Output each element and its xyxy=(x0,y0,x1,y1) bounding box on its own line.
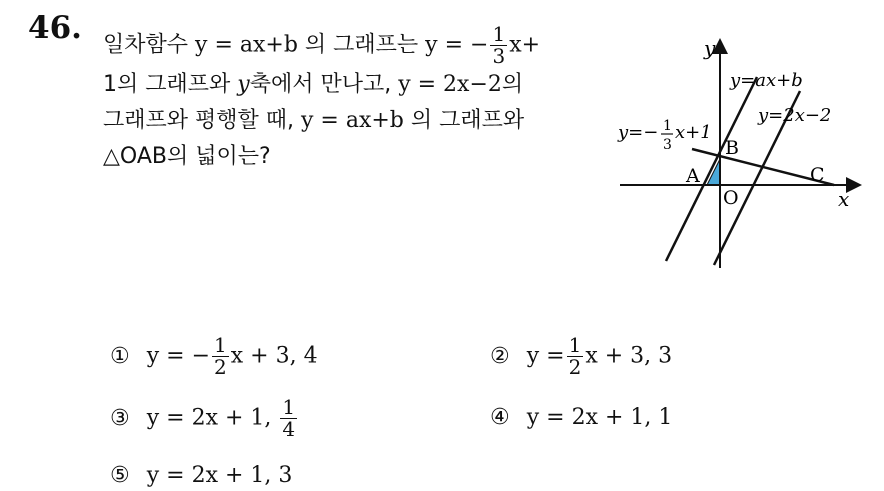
axis-label-x: x xyxy=(838,187,850,211)
choice-area-value: 3 xyxy=(658,343,673,369)
choice-2[interactable] xyxy=(490,335,672,378)
label-line-y-2x-2: y=2x−2 xyxy=(758,105,832,126)
point-label-b: B xyxy=(725,137,739,159)
choice-marker: ① xyxy=(110,343,130,369)
choice-equation: x + 3, xyxy=(585,343,652,369)
fraction-numerator: 1 xyxy=(214,333,227,357)
stem-text: △OAB의 넓이는? xyxy=(103,144,271,169)
fraction-denominator: 3 xyxy=(492,44,506,68)
y-variable: y xyxy=(237,72,250,97)
fraction-denominator: 2 xyxy=(568,355,582,379)
fraction-denominator: 4 xyxy=(282,417,296,441)
stem-text: 의 그래프는 xyxy=(304,32,419,58)
equation-suffix: x+ xyxy=(509,32,541,58)
stem-text: 일차함수 xyxy=(103,32,189,58)
stem-line-3 xyxy=(103,103,603,139)
choice-equation: y = 2x + 1, xyxy=(146,463,272,488)
point-label-c: C xyxy=(810,164,825,186)
choice-equation: x + 3, xyxy=(230,343,297,369)
fraction-one-half xyxy=(212,335,229,378)
stem-line-1 xyxy=(103,24,603,67)
choice-3[interactable] xyxy=(110,397,299,440)
question-number: 46. xyxy=(28,10,82,46)
stem-line-2 xyxy=(103,67,603,103)
choice-area-value: 3 xyxy=(278,463,293,488)
stem-text: 1의 그래프와 xyxy=(103,72,231,97)
choice-5[interactable] xyxy=(110,463,292,488)
label-line3-denominator: 3 xyxy=(663,137,672,153)
equation-y-2x-2: y = 2x−2 xyxy=(398,72,502,97)
choice-area-value: 4 xyxy=(303,343,318,369)
equation-y-ax-b: y = ax+b xyxy=(195,32,298,58)
fraction-denominator: 2 xyxy=(214,355,227,379)
stem-text: 의 xyxy=(501,72,524,97)
question-stem xyxy=(103,24,603,175)
fraction-one-half xyxy=(567,335,584,378)
stem-text: 그래프와 평행할 때, xyxy=(103,108,294,133)
choice-equation: y = 2x + 1, xyxy=(146,405,272,431)
fraction-numerator: 1 xyxy=(282,395,296,419)
fraction-numerator: 1 xyxy=(568,333,582,357)
coordinate-graph xyxy=(612,30,872,275)
fraction-one-quarter xyxy=(280,397,297,440)
stem-line-4 xyxy=(103,139,603,175)
axis-label-y: y xyxy=(704,36,716,60)
fraction-numerator: 1 xyxy=(492,22,506,46)
equation-y-ax-b: y = ax+b xyxy=(301,108,404,133)
label-line3-numerator: 1 xyxy=(663,118,672,134)
fraction-one-third xyxy=(490,24,507,67)
stem-text: 축에서 만나고, xyxy=(249,72,392,97)
choice-equation: y = − xyxy=(146,343,211,369)
choice-1[interactable] xyxy=(110,335,318,378)
label-line-y-ax-b: y=ax+b xyxy=(730,70,803,91)
line-y-ax-b xyxy=(666,77,757,261)
point-label-a: A xyxy=(686,165,700,187)
choice-marker: ⑤ xyxy=(110,463,130,488)
stem-text: 의 그래프와 xyxy=(410,108,525,133)
choice-marker: ③ xyxy=(110,405,130,431)
choice-marker: ② xyxy=(490,343,510,369)
choice-equation: y = xyxy=(526,343,565,369)
equation-prefix: y = − xyxy=(425,32,489,58)
choice-area-value: 1 xyxy=(658,405,673,430)
choice-marker: ④ xyxy=(490,405,510,430)
label-line3-prefix: y=− xyxy=(618,122,659,143)
origin-label-o: O xyxy=(723,187,739,209)
choice-equation: y = 2x + 1, xyxy=(526,405,652,430)
choice-4[interactable] xyxy=(490,405,672,430)
label-line3-suffix: x+1 xyxy=(675,122,712,143)
